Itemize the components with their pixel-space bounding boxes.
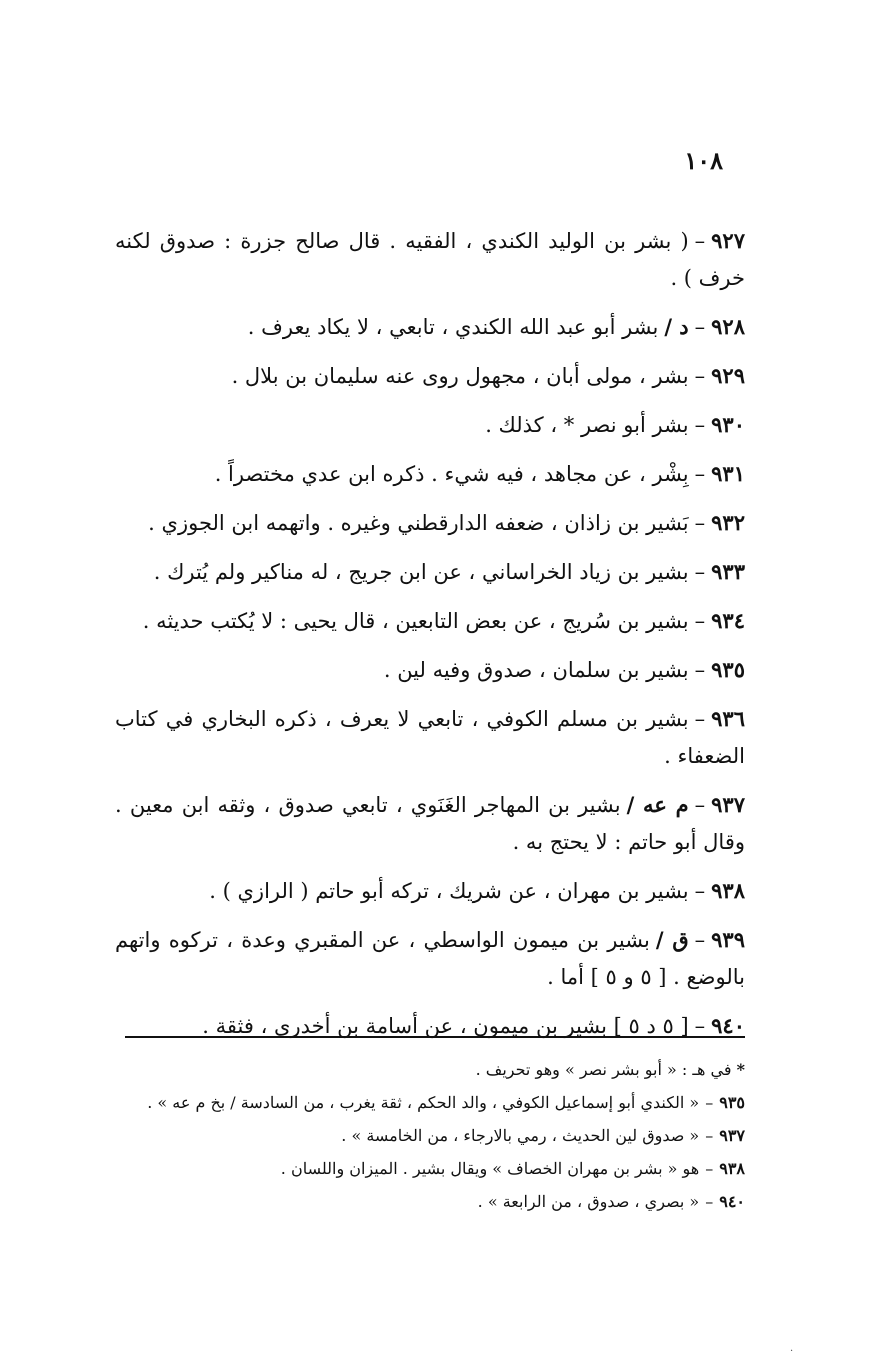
entry-text: بَشير بن زاذان ، ضعفه الدارقطني وغيره . واتهمه ابن الجوزي . xyxy=(148,511,689,535)
footnote: ٩٣٧–« صدوق لين الحديث ، رمي بالارجاء ، من الخامسة » . xyxy=(341,1126,745,1145)
entry-932: ٩٣٢–بَشير بن زاذان ، ضعفه الدارقطني وغيره . واتهمه ابن الجوزي . xyxy=(148,510,745,535)
footnote-text: « الكندي أبو إسماعيل الكوفي ، والد الحكم ، ثقة يغرب ، من السادسة / بخ م عه » . xyxy=(147,1093,700,1112)
entry-936: ٩٣٦–بشير بن مسلم الكوفي ، تابعي لا يعرف ، ذكره البخاري في كتاب الضعفاء . xyxy=(115,706,745,768)
entry-text: [ ٥ د ٥ ] بشير بن ميمون ، عن أسامة بن أخدري ، فثقة . xyxy=(202,1014,689,1038)
entry-935: ٩٣٥–بشير بن سلمان ، صدوق وفيه لين . xyxy=(383,657,745,682)
entry-number: ٩٣٤ xyxy=(711,608,745,633)
biographical-entries xyxy=(115,222,745,1056)
scan-speck: · xyxy=(790,1346,794,1357)
entry-number: ٩٣٣ xyxy=(711,559,745,584)
entry-number: ٩٣٥ xyxy=(711,657,745,682)
entry-number: ٩٣٨ xyxy=(711,878,745,903)
entry-927: ٩٢٧–( بشر بن الوليد الكندي ، الفقيه . قال صالح جزرة : صدوق لكنه خرف ) . xyxy=(115,228,745,290)
entry-text: بشر أبو نصر * ، كذلك . xyxy=(485,413,689,437)
footnote: ٩٣٥–« الكندي أبو إسماعيل الكوفي ، والد الحكم ، ثقة يغرب ، من السادسة / بخ م عه » . xyxy=(147,1093,745,1112)
entry-number: ٩٢٩ xyxy=(711,363,745,388)
entry-text: بِشْر ، عن مجاهد ، فيه شيء . ذكره ابن عدي مختصراً . xyxy=(214,462,689,486)
entry-939: ٩٣٩–ق /بشير بن ميمون الواسطي ، عن المقبري وعدة ، تركوه واتهم بالوضع . [ ٥ و ٥ ] أما . xyxy=(115,927,745,989)
entry-number: ٩٣١ xyxy=(711,461,745,486)
entry-number: ٩٣٠ xyxy=(711,412,745,437)
footnote-text: هو « بشر بن مهران الخصاف » ويقال بشير . الميزان واللسان . xyxy=(280,1159,700,1178)
rijal-symbol: ق / xyxy=(655,927,689,952)
entry-text: بشير بن المهاجر الغَنَوي ، تابعي صدوق ، وثقه ابن معين . وقال أبو حاتم : لا يحتج به . xyxy=(115,793,745,854)
entry-text: بشر أبو عبد الله الكندي ، تابعي ، لا يكاد يعرف . xyxy=(247,315,659,339)
entry-929: ٩٢٩–بشر ، مولى أبان ، مجهول روى عنه سليمان بن بلال . xyxy=(231,363,745,388)
entry-text: ( بشر بن الوليد الكندي ، الفقيه . قال صالح جزرة : صدوق لكنه خرف ) . xyxy=(115,229,745,290)
rijal-symbol: م عه / xyxy=(626,792,689,817)
entry-number: ٩٣٢ xyxy=(711,510,745,535)
footnote: ٩٤٠–« بصري ، صدوق ، من الرابعة » . xyxy=(477,1192,745,1211)
footnote-text: « بصري ، صدوق ، من الرابعة » . xyxy=(477,1192,700,1211)
entry-928: ٩٢٨–د /بشر أبو عبد الله الكندي ، تابعي ، لا يكاد يعرف . xyxy=(247,314,745,339)
entry-number: ٩٢٨ xyxy=(711,314,745,339)
footnote-text: « صدوق لين الحديث ، رمي بالارجاء ، من الخامسة » . xyxy=(341,1126,700,1145)
entry-number: ٩٤٠ xyxy=(711,1013,745,1038)
footnote-marker: * xyxy=(736,1060,745,1079)
footnote-marker: ٩٣٨ xyxy=(719,1159,745,1178)
entry-number: ٩٢٧ xyxy=(711,228,745,253)
entry-text: بشير بن سُريج ، عن بعض التابعين ، قال يحيى : لا يُكتب حديثه . xyxy=(142,609,689,633)
entry-text: بشر ، مولى أبان ، مجهول روى عنه سليمان بن بلال . xyxy=(231,364,689,388)
entry-934: ٩٣٤–بشير بن سُريج ، عن بعض التابعين ، قال يحيى : لا يُكتب حديثه . xyxy=(142,608,745,633)
entry-number: ٩٣٦ xyxy=(711,706,745,731)
entry-938: ٩٣٨–بشير بن مهران ، عن شريك ، تركه أبو حاتم ( الرازي ) . xyxy=(209,878,745,903)
entry-text: بشير بن ميمون الواسطي ، عن المقبري وعدة ، تركوه واتهم بالوضع . [ ٥ و ٥ ] أما . xyxy=(115,928,745,989)
footnote xyxy=(115,1056,745,1083)
entry-text: بشير بن مسلم الكوفي ، تابعي لا يعرف ، ذكره البخاري في كتاب الضعفاء . xyxy=(115,707,745,768)
rijal-symbol: د / xyxy=(664,314,689,339)
entry-930: ٩٣٠–بشر أبو نصر * ، كذلك . xyxy=(485,412,745,437)
footnote-marker: ٩٣٧ xyxy=(719,1126,745,1145)
footnote: ٩٣٨–هو « بشر بن مهران الخصاف » ويقال بشير . الميزان واللسان . xyxy=(280,1159,745,1178)
footnote-marker: ٩٣٥ xyxy=(719,1093,745,1112)
page-number: ١٠٨ xyxy=(684,146,723,175)
footnote-marker: ٩٤٠ xyxy=(719,1192,745,1211)
entry-933: ٩٣٣–بشير بن زياد الخراساني ، عن ابن جريج ، له مناكير ولم يُترك . xyxy=(153,559,745,584)
footnotes xyxy=(115,1056,745,1221)
footnote-text: في هـ : « أبو بشر نصر » وهو تحريف . xyxy=(475,1060,732,1079)
footnote-divider xyxy=(125,1036,745,1038)
entry-931: ٩٣١–بِشْر ، عن مجاهد ، فيه شيء . ذكره ابن عدي مختصراً . xyxy=(214,461,745,486)
entry-text: بشير بن مهران ، عن شريك ، تركه أبو حاتم ( الرازي ) . xyxy=(209,879,689,903)
entry-number: ٩٣٧ xyxy=(711,792,745,817)
entry-number: ٩٣٩ xyxy=(711,927,745,952)
entry-940: ٩٤٠–[ ٥ د ٥ ] بشير بن ميمون ، عن أسامة بن أخدري ، فثقة . xyxy=(202,1013,745,1038)
entry-text: بشير بن زياد الخراساني ، عن ابن جريج ، له مناكير ولم يُترك . xyxy=(153,560,689,584)
entry-937: ٩٣٧–م عه /بشير بن المهاجر الغَنَوي ، تابعي صدوق ، وثقه ابن معين . وقال أبو حاتم : لا يحتج به . xyxy=(115,792,745,854)
entry-text: بشير بن سلمان ، صدوق وفيه لين . xyxy=(383,658,689,682)
